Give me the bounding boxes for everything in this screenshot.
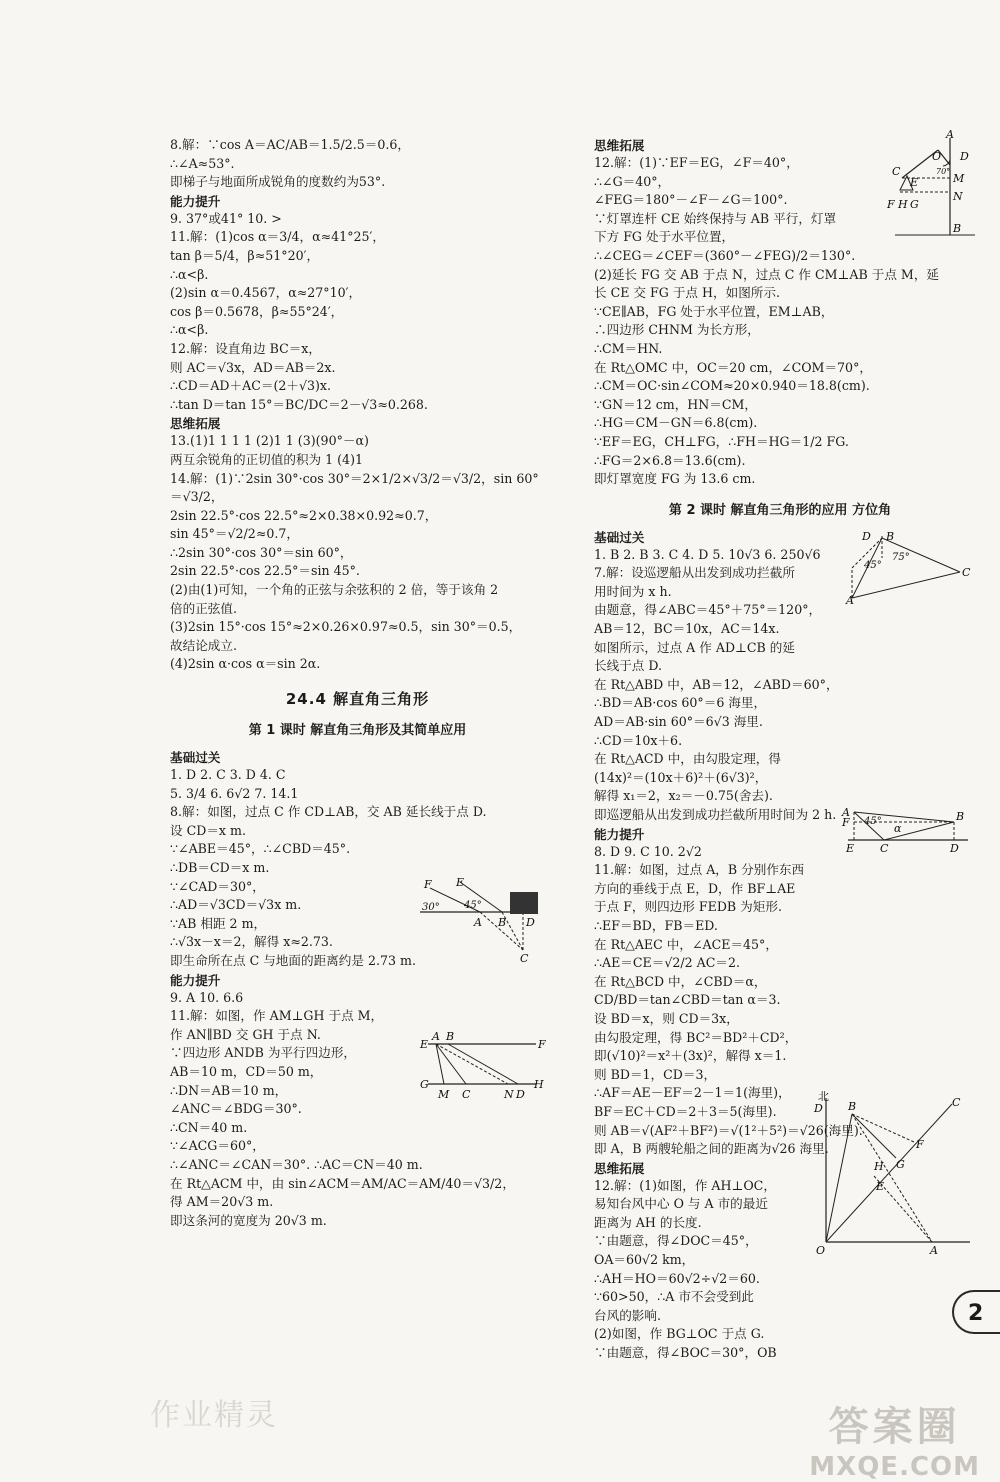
heading-think: 思维拓展 — [170, 416, 221, 432]
answer-q14 — [170, 470, 545, 675]
text-line: (3)2sin 15°·cos 15°≈2×0.26×0.97≈0.5，sin 30°＝0.5， — [170, 619, 522, 635]
text-line: 7.解：设巡逻船从出发到成功拦截所 — [594, 565, 795, 581]
text-line: ∵GN＝12 cm，HN＝CM， — [594, 396, 758, 412]
text-line: ∴2sin 30°·cos 30°＝sin 60°， — [170, 544, 353, 560]
text-line: 在 Rt△ACD 中，由勾股定理，得 — [594, 751, 781, 767]
text-line: AB＝12，BC＝10x，AC＝14x. — [594, 621, 780, 637]
answer-q13 — [170, 432, 545, 469]
faint-stamp: 作业精灵 — [150, 1398, 278, 1433]
page-number: 2 — [952, 1290, 1000, 1334]
label-O: O — [932, 150, 942, 163]
text-line: 即巡逻船从出发到成功拦截所用时间为 2 h. — [594, 807, 837, 822]
answers-8-10: 8. D 9. C 10. 2√2 — [594, 843, 702, 859]
text-line: 8.解：如图，过点 C 作 CD⊥AB，交 AB 延长线于点 D. — [170, 804, 487, 820]
label-B: B — [886, 530, 895, 543]
text-line: 由勾股定理，得 BC²＝BD²＋CD²， — [594, 1029, 798, 1045]
lamp-diagram — [880, 130, 980, 240]
label-F: F — [424, 878, 432, 891]
text-line: 在 Rt△ACM 中，由 sin∠ACM＝AM/AC＝AM/40＝√3/2， — [170, 1175, 515, 1191]
rescue-diagram — [420, 878, 555, 963]
text-line: ∴α<β. — [170, 266, 209, 282]
label-C: C — [962, 566, 971, 579]
label-E: E — [420, 1038, 429, 1051]
text-line: 方向的垂线于点 E，D，作 BF⊥AE — [594, 880, 796, 896]
label-E: E — [910, 176, 919, 189]
label-M: M — [438, 1088, 450, 1101]
text-line: (2)如图，作 BG⊥OC 于点 G. — [594, 1326, 765, 1342]
text-line: 易知台风中心 O 与 A 市的最近 — [594, 1196, 768, 1212]
text-line: BF＝EC＋CD＝2＋3＝5(海里). — [594, 1103, 777, 1119]
watermark — [809, 1395, 980, 1482]
text-line: ∴DB＝CD＝x m. — [170, 860, 270, 875]
text-line: ∴CM＝OC·sin∠COM≈20×0.940＝18.8(cm). — [594, 378, 870, 394]
boats-diagram — [838, 808, 973, 853]
text-line: ∵CE∥AB，FG 处于水平位置，EM⊥AB， — [594, 303, 834, 319]
text-line: AB＝10 m，CD＝50 m， — [170, 1063, 323, 1079]
label-B: B — [848, 1100, 857, 1113]
answers-5-7: 5. 3/4 6. 6√2 7. 14.1 — [170, 785, 299, 801]
text-line: 解得 x₁＝2，x₂＝－0.75(舍去). — [594, 788, 773, 804]
text-line: 设 BD＝x，则 CD＝3x， — [594, 1010, 739, 1026]
text-line: 两互余锐角的正切值的积为 1 (4)1 — [170, 451, 363, 467]
text-line: ∴AD＝√3CD＝√3x m. — [170, 897, 302, 913]
text-line: 于点 F，则四边形 FEDB 为矩形. — [594, 899, 782, 915]
text-line: 即灯罩宽度 FG 为 13.6 cm. — [594, 471, 756, 487]
text-line: ∵60>50，∴A 市不会受到此 — [594, 1289, 754, 1305]
text-line: 2sin 22.5°·cos 22.5°≈2×0.38×0.92≈0.7， — [170, 507, 438, 523]
text-line: ∵AB 相距 2 m， — [170, 915, 267, 931]
text-line: 在 Rt△OMC 中，OC＝20 cm，∠COM＝70°， — [594, 359, 872, 375]
text-line: ∵∠CAD＝30°， — [170, 878, 265, 894]
label-B: B — [498, 916, 507, 929]
label-30: 30° — [422, 902, 440, 913]
label-N: N — [504, 1088, 514, 1101]
text-line: (2)延长 FG 交 AB 于点 N，过点 C 作 CM⊥AB 于点 M，延 — [594, 266, 940, 282]
label-75: 75° — [892, 552, 910, 563]
label-O: O — [816, 1244, 826, 1257]
heading-basic: 基础过关 — [594, 529, 645, 545]
text-line: 即生命所在点 C 与地面的距离约是 2.73 m. — [170, 952, 416, 968]
text-line: ∵灯罩连杆 CE 始终保持与 AB 平行，灯罩 — [594, 210, 837, 226]
answers-9-10b: 9. A 10. 6.6 — [170, 989, 244, 1005]
text-line: 8.解：∵cos A＝AC/AB＝1.5/2.5＝0.6， — [170, 137, 411, 152]
label-N: N — [953, 190, 963, 203]
text-line: tan β＝5/4，β≈51°20′， — [170, 247, 320, 263]
answer-q11a — [170, 228, 545, 340]
text-line: 由题意，得∠ABC＝45°＋75°＝120°， — [594, 602, 822, 618]
text-line: ∴∠CEG＝∠CEF＝(360°－∠FEG)/2＝130°. — [594, 247, 856, 263]
label-D: D — [862, 530, 871, 543]
label-H: H — [898, 198, 908, 211]
text-line: ∴DN＝AB＝10 m， — [170, 1082, 288, 1098]
text-line: ∴∠A≈53°. — [170, 155, 235, 171]
text-line: 14.解：(1)∵2sin 30°·cos 30°＝2×1/2×√3/2＝√3/2，sin 60° — [170, 470, 539, 486]
label-B: B — [956, 810, 965, 823]
heading-basic: 基础过关 — [170, 750, 221, 766]
text-line: ∠ANC＝∠BDG＝30°. — [170, 1101, 302, 1117]
text-line: 则 BD＝1，CD＝3， — [594, 1066, 717, 1082]
label-H: H — [534, 1078, 544, 1091]
label-angle-70: 70° — [936, 167, 951, 176]
text-line: ∵由题意，得∠BOC＝30°，OB — [594, 1345, 777, 1361]
text-line: 倍的正弦值. — [170, 600, 237, 616]
text-line: OA＝60√2 km， — [594, 1252, 695, 1268]
label-D: D — [516, 1088, 525, 1101]
label-E: E — [846, 842, 855, 853]
label-B: B — [953, 222, 962, 235]
label-45: 45° — [864, 816, 882, 827]
answers-1-4: 1. D 2. C 3. D 4. C — [170, 767, 286, 783]
label-D: D — [526, 916, 535, 929]
text-line: CD/BD＝tan∠CBD＝tan α＝3. — [594, 992, 781, 1008]
text-line: 2sin 22.5°·cos 22.5°＝sin 45°. — [170, 563, 360, 579]
text-line: 11.解：如图，作 AM⊥GH 于点 M， — [170, 1008, 384, 1024]
text-line: (2)sin α＝0.4567，α≈27°10′， — [170, 285, 362, 301]
text-line: ∴HG＝CM－GN＝6.8(cm). — [594, 415, 758, 431]
label-D: D — [950, 842, 959, 853]
lesson-title: 第 2 课时 解直角三角形的应用 方位角 — [668, 502, 892, 518]
heading-ability: 能力提升 — [594, 826, 645, 842]
watermark-url: MXQE.COM — [809, 1452, 980, 1482]
text-line: 即(√10)²＝x²＋(3x)²，解得 x＝1. — [594, 1048, 787, 1064]
text-line: 11.解：如图，过点 A，B 分别作东西 — [594, 862, 805, 878]
text-line: 台风的影响. — [594, 1307, 661, 1323]
text-line: 即这条河的宽度为 20√3 m. — [170, 1212, 327, 1228]
text-line: ∴√3x－x＝2，解得 x≈2.73. — [170, 934, 333, 950]
text-line: 距离为 AH 的长度. — [594, 1214, 702, 1230]
label-B: B — [446, 1032, 455, 1043]
text-line: 12.解：(1)如图，作 AH⊥OC， — [594, 1177, 776, 1193]
label-M: M — [953, 172, 965, 185]
text-line: 故结论成立. — [170, 637, 237, 653]
label-C: C — [892, 165, 901, 178]
answers-1-6: 1. B 2. B 3. C 4. D 5. 10√3 6. 250√6 — [594, 546, 821, 562]
text-line: cos β＝0.5678，β≈55°24′， — [170, 303, 344, 319]
label-H: H — [874, 1160, 884, 1173]
heading-think: 思维拓展 — [594, 138, 645, 153]
label-G: G — [910, 198, 919, 211]
text-line: ∴CN＝40 m. — [170, 1119, 248, 1135]
text-line: 如图所示，过点 A 作 AD⊥CB 的延 — [594, 639, 795, 655]
text-line: (4)2sin α·cos α＝sin 2α. — [170, 656, 321, 672]
answer-q12a — [170, 340, 545, 414]
text-line: ∴tan D＝tan 15°＝BC/DC＝2－√3≈0.268. — [170, 396, 428, 412]
label-G: G — [420, 1078, 429, 1091]
ship-diagram — [842, 528, 972, 606]
text-line: ∠FEG＝180°－∠F－∠G＝100°. — [594, 192, 788, 208]
river-diagram — [418, 1032, 548, 1102]
label-F: F — [887, 198, 895, 211]
label-G: G — [896, 1158, 905, 1171]
text-line: 12.解：(1)∵EF＝EG，∠F＝40°， — [594, 155, 799, 170]
text-line: 则 AC＝√3x，AD＝AB＝2x. — [170, 359, 336, 375]
typhoon-diagram — [812, 1090, 972, 1258]
text-line: ∴AE＝CE＝√2/2 AC＝2. — [594, 955, 740, 971]
label-A: A — [930, 1244, 938, 1257]
text-line: AD＝AB·sin 60°＝6√3 海里. — [594, 714, 763, 730]
label-45: 45° — [464, 900, 482, 911]
lesson-title: 第 1 课时 解直角三角形及其简单应用 — [248, 723, 467, 739]
label-A: A — [474, 916, 482, 929]
label-E: E — [456, 878, 465, 889]
label-north: 北 — [818, 1090, 829, 1103]
text-line: 在 Rt△AEC 中，∠ACE＝45°， — [594, 936, 778, 952]
label-F: F — [842, 816, 850, 829]
text-line: ∴四边形 CHNM 为长方形， — [594, 322, 760, 338]
watermark-text: 答案圈 — [828, 1404, 961, 1450]
text-line: ∵EF＝EG，CH⊥FG，∴FH＝HG＝1/2 FG. — [594, 433, 849, 449]
label-alpha: α — [894, 822, 902, 835]
label-45: 45° — [864, 560, 882, 571]
text-line: sin 45°＝√2/2≈0.7， — [170, 526, 299, 542]
text-line: ∴CD＝AD＋AC＝(2＋√3)x. — [170, 378, 332, 394]
section-title: 24.4 解直角三角形 — [285, 690, 430, 709]
text-line: ∵∠ABE＝45°，∴∠CBD＝45°. — [170, 841, 351, 857]
text-line: 13.(1)1 1 1 1 (2)1 1 (3)(90°－α) — [170, 433, 369, 449]
label-F: F — [916, 1138, 924, 1151]
text-line: (2)由(1)可知，一个角的正弦与余弦积的 2 倍，等于该角 2 — [170, 582, 499, 598]
label-E: E — [876, 1180, 885, 1193]
label-C: C — [462, 1088, 471, 1101]
label-D: D — [814, 1102, 823, 1115]
label-C: C — [952, 1096, 961, 1109]
text-line: ∴CM＝HN. — [594, 340, 663, 356]
label-A: A — [846, 594, 854, 606]
text-line: 用时间为 x h. — [594, 583, 672, 599]
label-A: A — [432, 1032, 440, 1043]
answer-q8a — [170, 136, 545, 192]
text-line: ＝√3/2， — [170, 489, 224, 505]
text-line: 得 AM＝20√3 m. — [170, 1194, 274, 1210]
text-line: 12.解：设直角边 BC＝x， — [170, 340, 322, 356]
label-A: A — [842, 808, 850, 819]
heading-ability-2: 能力提升 — [170, 972, 221, 988]
text-line: 作 AN∥BD 交 GH 于点 N. — [170, 1026, 321, 1042]
text-line: 在 Rt△BCD 中，∠CBD＝α， — [594, 973, 767, 989]
heading-think-2: 思维拓展 — [594, 1160, 645, 1176]
text-line: 即 A，B 两艘轮船之间的距离为√26 海里. — [594, 1141, 829, 1157]
text-line: ∴AF＝AE－EF＝2－1＝1(海里)， — [594, 1085, 791, 1101]
text-line: ∵四边形 ANDB 为平行四边形， — [170, 1045, 357, 1061]
label-F: F — [538, 1038, 546, 1051]
text-line: ∴AH＝HO＝60√2÷√2＝60. — [594, 1270, 760, 1286]
text-line: 即梯子与地面所成锐角的度数约为53°. — [170, 174, 386, 190]
text-line: 下方 FG 处于水平位置， — [594, 229, 735, 245]
text-line: 在 Rt△ABD 中，AB＝12，∠ABD＝60°， — [594, 676, 839, 692]
text-line: ∴EF＝BD，FB＝ED. — [594, 917, 718, 933]
label-A: A — [946, 130, 954, 141]
text-line: ∴α<β. — [170, 322, 209, 338]
label-C: C — [520, 952, 529, 963]
text-line: 设 CD＝x m. — [170, 822, 246, 838]
heading-ability: 能力提升 — [170, 193, 221, 209]
label-C: C — [880, 842, 889, 853]
text-line: 11.解：(1)cos α＝3/4，α≈41°25′， — [170, 229, 385, 245]
text-line: ∴CD＝10x＋6. — [594, 732, 683, 748]
text-line: 长 CE 交 FG 于点 H，如图所示. — [594, 285, 780, 301]
answers-9-10: 9. 37°或41° 10. > — [170, 210, 282, 226]
text-line: ∴FG＝2×6.8＝13.6(cm). — [594, 452, 746, 468]
label-D: D — [960, 150, 969, 163]
text-line: 则 AB＝√(AF²＋BF²)＝√(1²＋5²)＝√26(海里). — [594, 1122, 863, 1138]
text-line: ∴BD＝AB·cos 60°＝6 海里， — [594, 695, 767, 711]
text-line: ∴∠ANC＝∠CAN＝30°. ∴AC＝CN＝40 m. — [170, 1156, 423, 1172]
text-line: ∵∠ACG＝60°， — [170, 1138, 265, 1154]
text-line: (14x)²＝(10x＋6)²＋(6√3)²， — [594, 769, 768, 785]
text-line: ∵由题意，得∠DOC＝45°， — [594, 1233, 758, 1249]
text-line: ∴∠G＝40°， — [594, 173, 671, 189]
text-line: 长线于点 D. — [594, 658, 663, 674]
